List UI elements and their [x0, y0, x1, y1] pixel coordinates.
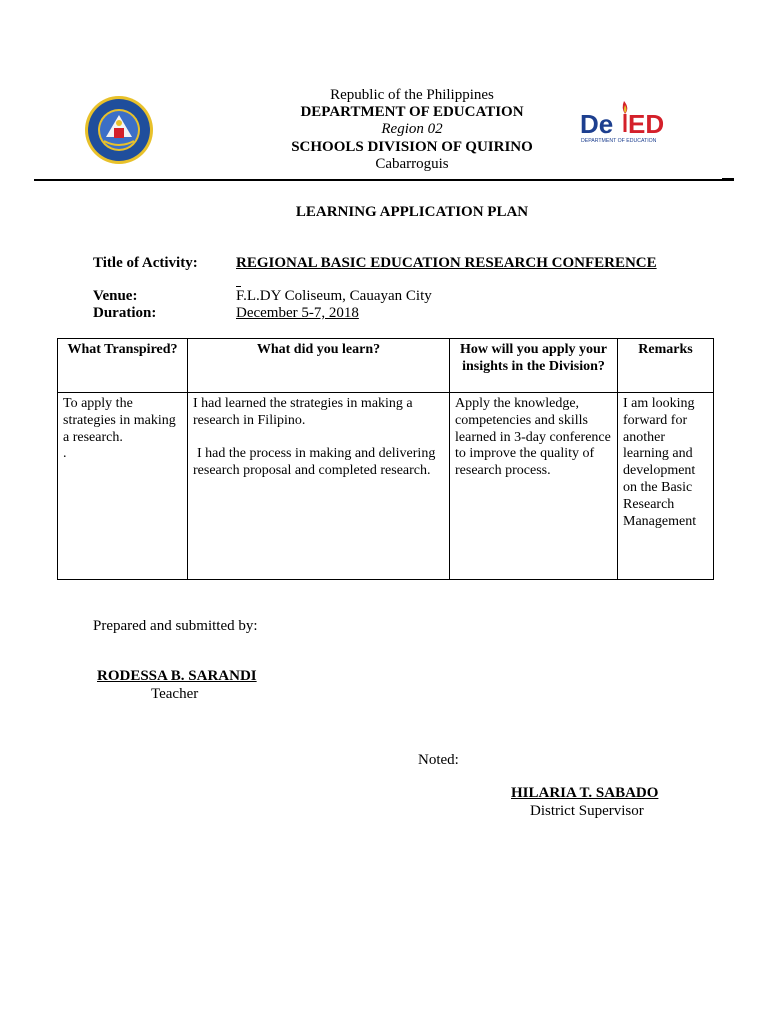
header-department: DEPARTMENT OF EDUCATION [300, 104, 524, 121]
svg-text:De: De [580, 109, 614, 139]
cell-transpired-dot: . [63, 446, 67, 462]
prepared-label: Prepared and submitted by: [93, 618, 258, 634]
header-divider-end [722, 178, 734, 181]
cell-apply: Apply the knowledge, competencies and skills learned in 3-day conference to improve the quality of research process. [450, 393, 618, 580]
document-title: LEARNING APPLICATION PLAN [295, 204, 529, 220]
header-block [262, 87, 562, 173]
cell-transpired-text: To apply the strategies in making a research. [63, 396, 176, 445]
duration-value: December 5-7, 2018 [236, 305, 359, 321]
header-remarks: Remarks [618, 339, 714, 393]
noter-name: HILARIA T. SABADO [511, 785, 659, 801]
svg-text:ED: ED [628, 109, 665, 139]
header-what-transpired: What Transpired? [58, 339, 188, 393]
header-municipality: Cabarroguis [375, 155, 449, 172]
header-region: Region 02 [381, 121, 443, 138]
preparer-name: RODESSA B. SARANDI [97, 668, 257, 684]
noted-label: Noted: [418, 752, 459, 768]
cell-remarks: I am looking forward for another learning and development on the Basic Research Management [618, 393, 714, 580]
table-row [58, 393, 714, 580]
cell-transpired [58, 393, 188, 580]
duration-label: Duration: [93, 305, 157, 321]
table-header-row [58, 339, 714, 393]
deped-wordmark-logo [578, 99, 688, 145]
venue-label: Venue: [93, 288, 138, 304]
noter-title: District Supervisor [530, 803, 644, 819]
cell-learned [188, 393, 450, 580]
cell-learned-p2: I had the process in making and delivering research proposal and completed research. [193, 446, 436, 479]
activity-value: REGIONAL BASIC EDUCATION RESEARCH CONFERENCE [236, 255, 657, 271]
deped-seal-logo [84, 95, 154, 165]
header-divider [34, 179, 734, 181]
svg-text:DEPARTMENT OF EDUCATION: DEPARTMENT OF EDUCATION [581, 138, 657, 144]
header-division: SCHOOLS DIVISION OF QUIRINO [291, 138, 533, 155]
activity-value-underline-tail [236, 286, 241, 287]
header-republic: Republic of the Philippines [330, 87, 494, 103]
header-what-learned: What did you learn? [188, 339, 450, 393]
cell-learned-p1: I had learned the strategies in making a research in Filipino. [193, 396, 413, 428]
plan-table [57, 338, 714, 580]
header-how-apply: How will you apply your insights in the Division? [450, 339, 618, 393]
activity-label: Title of Activity: [93, 255, 198, 271]
preparer-title: Teacher [151, 686, 199, 702]
venue-value: F.L.DY Coliseum, Cauayan City [236, 288, 432, 304]
